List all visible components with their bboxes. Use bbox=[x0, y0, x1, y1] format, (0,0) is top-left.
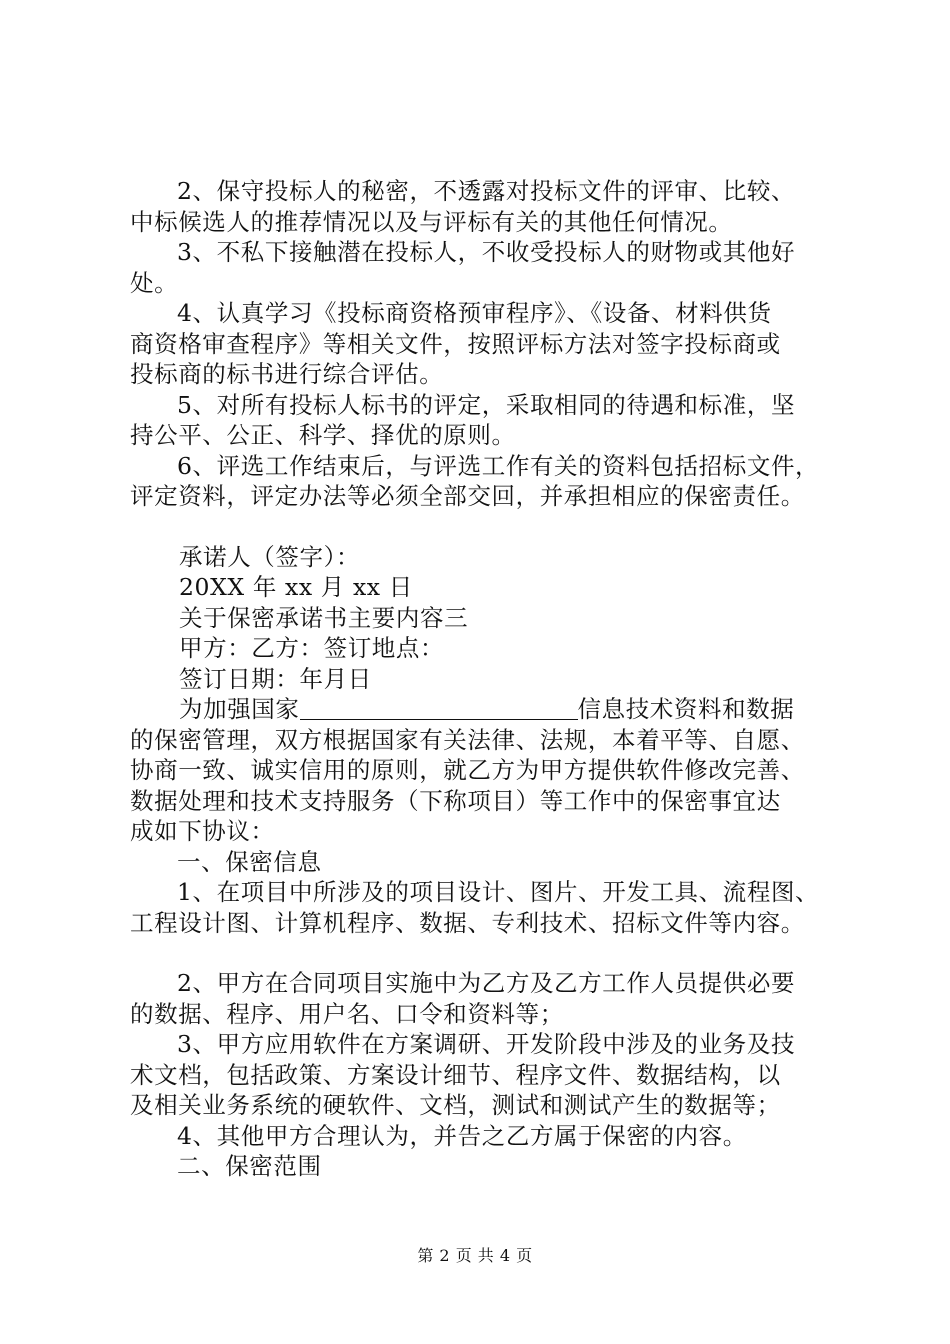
paragraph-3-line-2: 处。 bbox=[130, 268, 179, 297]
paragraph-4-line-2: 商资格审查程序》等相关文件，按照评标方法对签字投标商或 bbox=[130, 329, 781, 358]
agreement-intro-line-3: 协商一致、诚实信用的原则，就乙方为甲方提供软件修改完善、 bbox=[130, 756, 805, 784]
section-1-heading: 一、保密信息 bbox=[177, 847, 322, 876]
item-3-line-2: 术文档，包括政策、方案设计细节、程序文件、数据结构，以 bbox=[130, 1060, 781, 1089]
item-1-line-1: 1、在项目中所涉及的项目设计、图片、开发工具、流程图、 bbox=[177, 878, 820, 906]
paragraph-4-line-1: 4、认真学习《投标商资格预审程序》、《设备、材料供货 bbox=[177, 299, 772, 327]
paragraph-4-line-3: 投标商的标书进行综合评估。 bbox=[130, 360, 444, 388]
item-4-line: 4、其他甲方合理认为，并告之乙方属于保密的内容。 bbox=[177, 1121, 747, 1150]
paragraph-2-line-2: 中标候选人的推荐情况以及与评标有关的其他任何情况。 bbox=[130, 207, 733, 236]
item-3-line-3: 及相关业务系统的硬软件、文档，测试和测试产生的数据等； bbox=[130, 1091, 781, 1119]
agreement-intro-line-4: 数据处理和技术支持服务（下称项目）等工作中的保密事宜达 bbox=[130, 786, 781, 815]
signature-date: 20XX 年 xx 月 xx 日 bbox=[179, 573, 413, 601]
intro-prefix: 为加强国家 bbox=[179, 695, 300, 723]
intro-suffix: 信息技术资料和数据 bbox=[577, 695, 795, 723]
paragraph-6-line-2: 评定资料，评定办法等必须全部交回，并承担相应的保密责任。 bbox=[130, 482, 805, 510]
item-1-line-2: 工程设计图、计算机程序、数据、专利技术、招标文件等内容。 bbox=[130, 908, 805, 937]
sign-date-line: 签订日期：年月日 bbox=[179, 664, 372, 693]
agreement-intro-line-1 bbox=[130, 694, 855, 725]
blank-fill-line bbox=[300, 697, 578, 720]
promisor-signature-label: 承诺人（签字）： bbox=[179, 542, 361, 571]
spacer bbox=[130, 512, 855, 542]
paragraph-2-line-1: 2、保守投标人的秘密，不透露对投标文件的评审、比较、 bbox=[177, 177, 796, 205]
parties-line: 甲方：乙方：签订地点： bbox=[179, 634, 445, 662]
agreement-intro-line-2: 的保密管理，双方根据国家有关法律、法规，本着平等、自愿、 bbox=[130, 725, 805, 754]
section-2-heading: 二、保密范围 bbox=[177, 1152, 322, 1180]
paragraph-5-line-2: 持公平、公正、科学、择优的原则。 bbox=[130, 421, 516, 449]
paragraph-3-line-1: 3、不私下接触潜在投标人，不收受投标人的财物或其他好 bbox=[177, 238, 796, 266]
spacer bbox=[130, 938, 855, 968]
item-2-line-1: 2、甲方在合同项目实施中为乙方及乙方工作人员提供必要 bbox=[177, 969, 796, 997]
item-2-line-2: 的数据、程序、用户名、口令和资料等； bbox=[130, 999, 564, 1028]
section-title: 关于保密承诺书主要内容三 bbox=[179, 603, 469, 632]
paragraph-6-line-1: 6、评选工作结束后，与评选工作有关的资料包括招标文件， bbox=[177, 451, 820, 480]
paragraph-5-line-1: 5、对所有投标人标书的评定，采取相同的待遇和标准，坚 bbox=[177, 390, 796, 419]
item-3-line-1: 3、甲方应用软件在方案调研、开发阶段中涉及的业务及技 bbox=[177, 1030, 796, 1058]
document-body bbox=[130, 176, 855, 1182]
agreement-intro-line-5: 成如下协议： bbox=[130, 817, 275, 845]
page-footer: 第 2 页 共 4 页 bbox=[417, 1246, 533, 1265]
